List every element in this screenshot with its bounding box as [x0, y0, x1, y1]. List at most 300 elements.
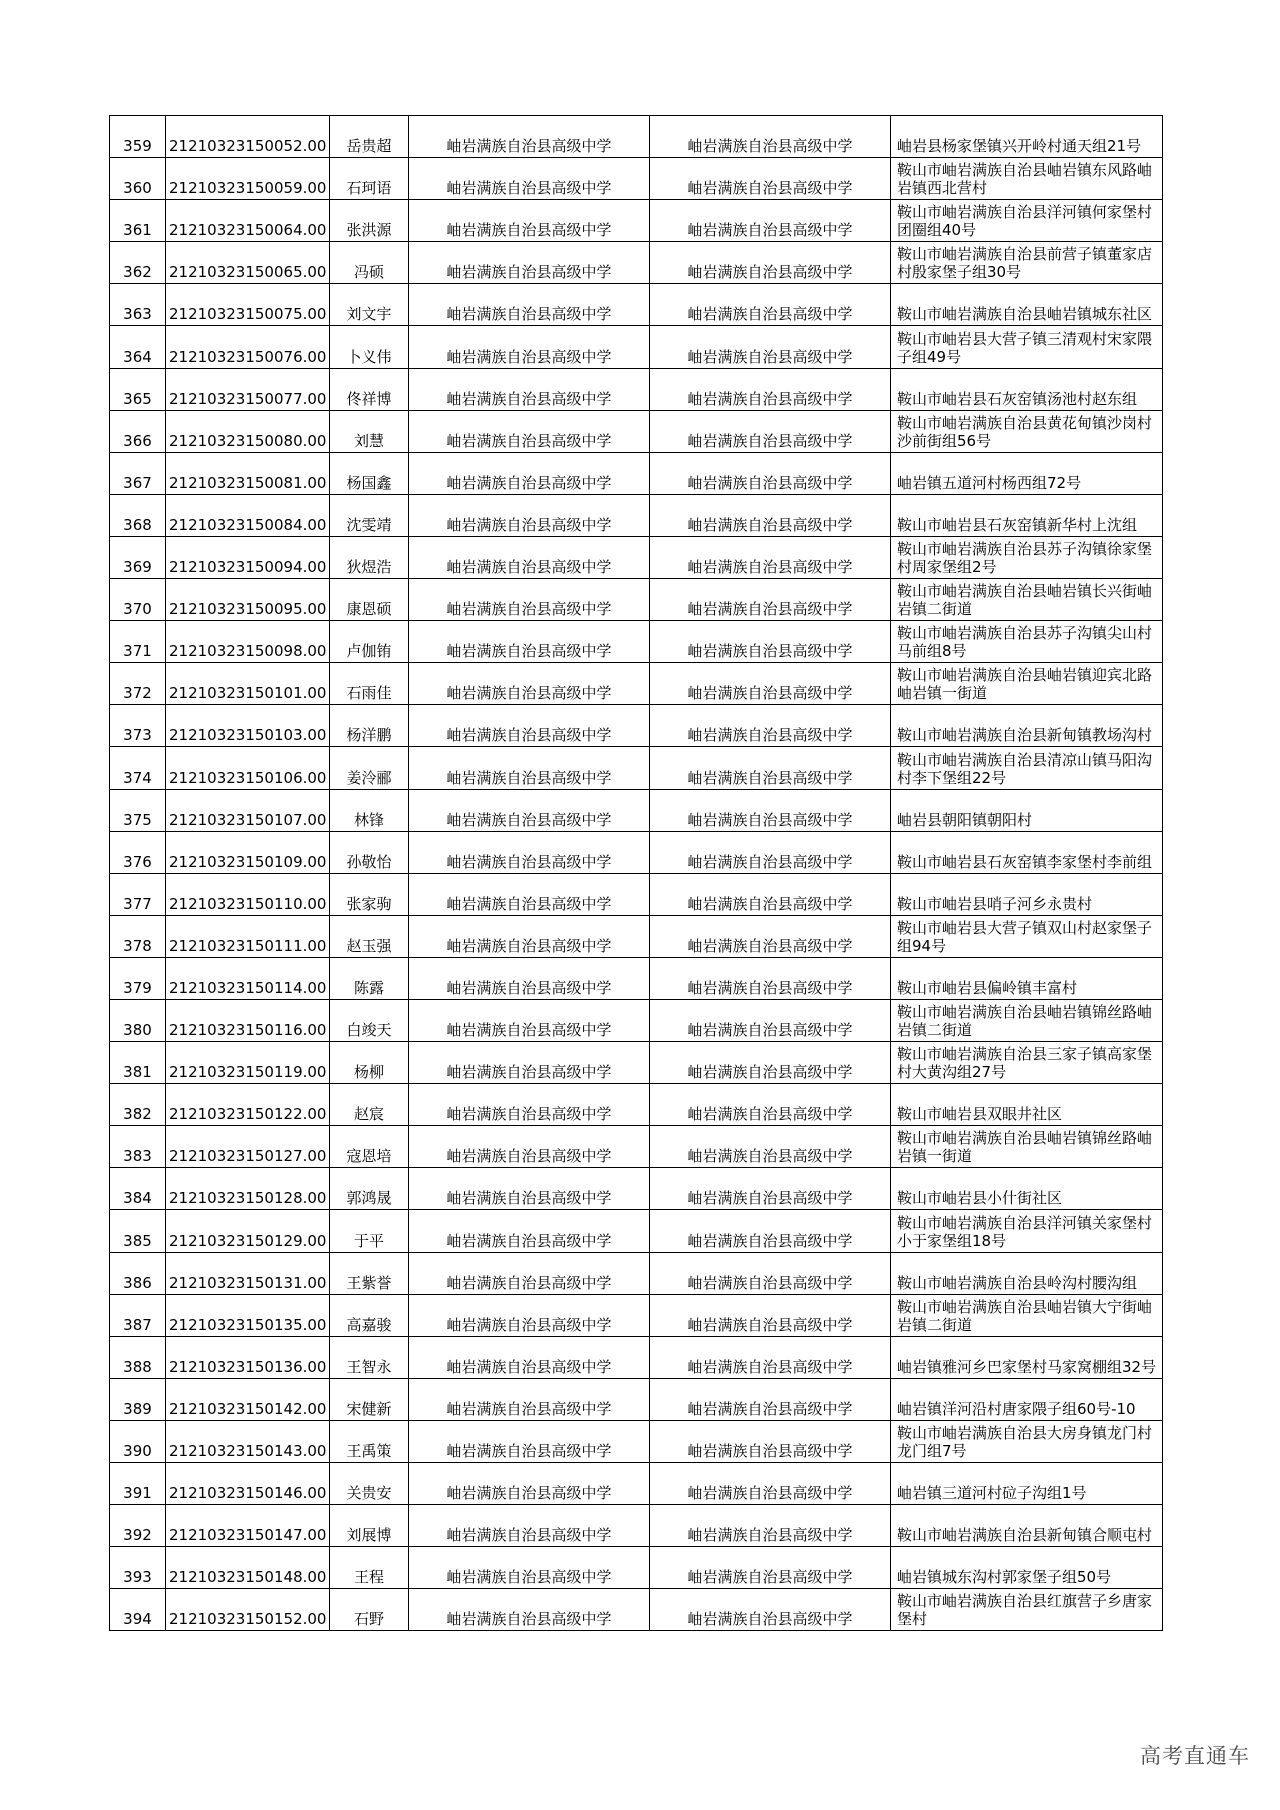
serial-number-cell — [110, 158, 166, 200]
graduating-school-cell — [650, 326, 891, 368]
student-name-cell-text: 王智永 — [346, 1357, 392, 1376]
exam-id-cell-text: 21210323150136.00 — [169, 1357, 327, 1376]
graduating-school-cell-text: 岫岩满族自治县高级中学 — [687, 894, 853, 913]
address-cell — [891, 158, 1163, 200]
exam-id-cell-text: 21210323150129.00 — [169, 1231, 327, 1250]
address-cell-text: 岫岩镇雅河乡巴家堡村马家窝棚组32号 — [897, 1357, 1157, 1376]
graduating-school-cell — [650, 242, 891, 284]
address-cell — [891, 621, 1163, 663]
graduating-school-cell — [650, 831, 891, 873]
exam-id-cell-text: 21210323150076.00 — [169, 347, 327, 366]
student-name-cell-text: 姜泠郦 — [346, 768, 392, 787]
student-name-cell-text: 康恩硕 — [346, 600, 392, 619]
address-cell-text: 岫岩镇城东沟村郭家堡子组50号 — [897, 1568, 1112, 1587]
student-name-cell — [330, 1505, 409, 1547]
graduating-school-cell — [650, 1589, 891, 1631]
exam-id-cell-text: 21210323150075.00 — [169, 305, 327, 324]
student-name-cell — [330, 1168, 409, 1210]
exam-id-cell-text: 21210323150128.00 — [169, 1189, 327, 1208]
exam-id-cell — [166, 410, 330, 452]
school-cell-text: 岫岩满族自治县高级中学 — [446, 1105, 612, 1124]
school-cell-text: 岫岩满族自治县高级中学 — [446, 558, 612, 577]
serial-number-cell — [110, 1378, 166, 1420]
exam-id-cell — [166, 1505, 330, 1547]
graduating-school-cell-text: 岫岩满族自治县高级中学 — [687, 1442, 853, 1460]
serial-number-cell — [110, 1168, 166, 1210]
address-cell-text: 鞍山市岫岩满族自治县洋河镇关家堡村小于家堡组18号 — [897, 1213, 1153, 1250]
school-cell-text: 岫岩满族自治县高级中学 — [446, 1231, 612, 1250]
serial-number-cell — [110, 1126, 166, 1168]
school-cell-text: 岫岩满族自治县高级中学 — [446, 1610, 612, 1629]
address-cell — [891, 536, 1163, 578]
address-cell — [891, 452, 1163, 494]
school-cell — [409, 1042, 650, 1084]
serial-number-cell — [110, 536, 166, 578]
student-name-cell-text: 王紫誉 — [346, 1273, 392, 1292]
graduating-school-cell-text: 岫岩满族自治县高级中学 — [687, 1399, 853, 1418]
address-cell-text: 鞍山市岫岩满族自治县岫岩镇长兴街岫岩镇二街道 — [897, 582, 1153, 619]
address-cell-text: 鞍山市岫岩县哨子河乡永贵村 — [897, 894, 1093, 913]
serial-number-cell-text: 360 — [123, 179, 152, 198]
graduating-school-cell-text: 岫岩满族自治县高级中学 — [687, 684, 853, 703]
serial-number-cell — [110, 1336, 166, 1378]
serial-number-cell — [110, 621, 166, 663]
school-cell-text: 岫岩满族自治县高级中学 — [446, 221, 612, 240]
serial-number-cell-text: 383 — [123, 1147, 152, 1166]
graduating-school-cell — [650, 1336, 891, 1378]
serial-number-cell — [110, 1252, 166, 1294]
exam-id-cell-text: 21210323150135.00 — [169, 1315, 327, 1334]
table-row — [110, 1336, 1163, 1378]
serial-number-cell — [110, 242, 166, 284]
student-name-cell-text: 杨国鑫 — [346, 473, 392, 492]
graduating-school-cell-text: 岫岩满族自治县高级中学 — [687, 1315, 853, 1334]
school-cell — [409, 1168, 650, 1210]
school-cell-text: 岫岩满族自治县高级中学 — [446, 515, 612, 534]
school-cell — [409, 1336, 650, 1378]
student-name-cell — [330, 663, 409, 705]
school-cell — [409, 116, 650, 158]
serial-number-cell-text: 379 — [123, 978, 152, 997]
table-row — [110, 1294, 1163, 1336]
student-name-cell — [330, 452, 409, 494]
address-cell — [891, 789, 1163, 831]
address-cell-text: 鞍山市岫岩满族自治县岫岩镇锦丝路岫岩镇二街道 — [897, 1003, 1153, 1040]
serial-number-cell — [110, 326, 166, 368]
serial-number-cell-text: 381 — [123, 1063, 152, 1082]
graduating-school-cell-text: 岫岩满族自治县高级中学 — [687, 515, 853, 534]
graduating-school-cell-text: 岫岩满族自治县高级中学 — [687, 473, 853, 492]
exam-id-cell — [166, 789, 330, 831]
school-cell — [409, 1294, 650, 1336]
student-name-cell-text: 岳贵超 — [346, 137, 392, 156]
table-row — [110, 915, 1163, 957]
serial-number-cell — [110, 1589, 166, 1631]
school-cell-text: 岫岩满族自治县高级中学 — [446, 1442, 612, 1460]
graduating-school-cell — [650, 158, 891, 200]
table-row — [110, 452, 1163, 494]
school-cell — [409, 1547, 650, 1589]
address-cell-text: 鞍山市岫岩县大营子镇三清观村宋家隈子组49号 — [897, 329, 1153, 366]
exam-id-cell — [166, 747, 330, 789]
student-name-cell — [330, 1294, 409, 1336]
address-cell — [891, 1252, 1163, 1294]
address-cell — [891, 326, 1163, 368]
student-name-cell — [330, 1126, 409, 1168]
school-cell-text: 岫岩满族自治县高级中学 — [446, 642, 612, 661]
student-name-cell — [330, 915, 409, 957]
student-name-cell-text: 赵宸 — [353, 1105, 384, 1124]
address-cell — [891, 1210, 1163, 1252]
student-name-cell-text: 王禹策 — [346, 1442, 392, 1460]
exam-id-cell — [166, 536, 330, 578]
school-cell-text: 岫岩满族自治县高级中学 — [446, 1147, 612, 1166]
serial-number-cell-text: 385 — [123, 1231, 152, 1250]
address-cell — [891, 1463, 1163, 1505]
serial-number-cell-text: 375 — [123, 810, 152, 829]
serial-number-cell-text: 362 — [123, 263, 152, 282]
table-row — [110, 1420, 1163, 1462]
serial-number-cell-text: 394 — [123, 1610, 152, 1629]
student-name-cell — [330, 789, 409, 831]
address-cell-text: 岫岩镇洋河沿村唐家隈子组60号-10 — [897, 1399, 1136, 1418]
exam-id-cell-text: 21210323150064.00 — [169, 221, 327, 240]
serial-number-cell — [110, 1547, 166, 1589]
student-name-cell — [330, 1378, 409, 1420]
school-cell — [409, 242, 650, 284]
serial-number-cell — [110, 368, 166, 410]
address-cell — [891, 873, 1163, 915]
address-cell — [891, 831, 1163, 873]
table-row — [110, 410, 1163, 452]
school-cell — [409, 1210, 650, 1252]
serial-number-cell-text: 361 — [123, 221, 152, 240]
address-cell-text: 鞍山市岫岩满族自治县岭沟村腰沟组 — [897, 1273, 1138, 1292]
student-name-cell — [330, 242, 409, 284]
graduating-school-cell-text: 岫岩满族自治县高级中学 — [687, 558, 853, 577]
school-cell — [409, 663, 650, 705]
table-row — [110, 621, 1163, 663]
exam-id-cell-text: 21210323150095.00 — [169, 600, 327, 619]
exam-id-cell — [166, 1252, 330, 1294]
student-name-cell — [330, 957, 409, 999]
table-row — [110, 999, 1163, 1041]
serial-number-cell-text: 368 — [123, 515, 152, 534]
address-cell-text: 鞍山市岫岩满族自治县三家子镇高家堡村大黄沟组27号 — [897, 1045, 1153, 1082]
address-cell — [891, 1042, 1163, 1084]
address-cell — [891, 200, 1163, 242]
serial-number-cell-text: 372 — [123, 684, 152, 703]
address-cell-text: 鞍山市岫岩县石灰窑镇李家堡村李前组 — [897, 852, 1153, 871]
serial-number-cell-text: 370 — [123, 600, 152, 619]
exam-id-cell-text: 21210323150080.00 — [169, 431, 327, 450]
serial-number-cell — [110, 789, 166, 831]
student-name-cell-text: 寇恩培 — [346, 1147, 392, 1166]
graduating-school-cell-text: 岫岩满族自治县高级中学 — [687, 1484, 853, 1503]
serial-number-cell-text: 389 — [123, 1399, 152, 1418]
serial-number-cell — [110, 663, 166, 705]
student-name-cell-text: 冯硕 — [353, 263, 384, 282]
serial-number-cell — [110, 494, 166, 536]
exam-id-cell — [166, 1463, 330, 1505]
serial-number-cell-text: 371 — [123, 642, 152, 661]
address-cell — [891, 1378, 1163, 1420]
exam-id-cell — [166, 494, 330, 536]
student-name-cell-text: 于平 — [353, 1231, 384, 1250]
student-name-cell — [330, 1589, 409, 1631]
address-cell — [891, 284, 1163, 326]
school-cell — [409, 831, 650, 873]
address-cell — [891, 1336, 1163, 1378]
exam-id-cell-text: 21210323150111.00 — [169, 936, 327, 955]
student-name-cell — [330, 494, 409, 536]
student-name-cell-text: 杨柳 — [353, 1063, 384, 1082]
student-name-cell-text: 赵玉强 — [346, 936, 392, 955]
school-cell-text: 岫岩满族自治县高级中学 — [446, 1021, 612, 1040]
exam-id-cell — [166, 284, 330, 326]
address-cell-text: 岫岩县杨家堡镇兴开岭村通天组21号 — [897, 137, 1142, 156]
serial-number-cell-text: 378 — [123, 936, 152, 955]
address-cell-text: 鞍山市岫岩满族自治县岫岩镇东风路岫岩镇西北营村 — [897, 161, 1153, 198]
address-cell — [891, 1505, 1163, 1547]
exam-id-cell-text: 21210323150059.00 — [169, 179, 327, 198]
table-row — [110, 368, 1163, 410]
school-cell — [409, 368, 650, 410]
address-cell-text: 鞍山市岫岩县偏岭镇丰富村 — [897, 978, 1078, 997]
exam-id-cell — [166, 1420, 330, 1462]
graduating-school-cell — [650, 494, 891, 536]
graduating-school-cell — [650, 663, 891, 705]
graduating-school-cell-text: 岫岩满族自治县高级中学 — [687, 137, 853, 156]
graduating-school-cell — [650, 284, 891, 326]
table-row — [110, 1505, 1163, 1547]
address-cell-text: 鞍山市岫岩满族自治县苏子沟镇尖山村马前组8号 — [897, 624, 1153, 661]
table-row — [110, 579, 1163, 621]
exam-id-cell — [166, 1589, 330, 1631]
table-row — [110, 831, 1163, 873]
student-name-cell-text: 林锋 — [353, 810, 384, 829]
table-row — [110, 494, 1163, 536]
address-cell — [891, 242, 1163, 284]
serial-number-cell-text: 392 — [123, 1526, 152, 1545]
table-row — [110, 536, 1163, 578]
serial-number-cell-text: 374 — [123, 768, 152, 787]
serial-number-cell-text: 373 — [123, 726, 152, 745]
exam-id-cell — [166, 1294, 330, 1336]
address-cell-text: 鞍山市岫岩县大营子镇双山村赵家堡子组94号 — [897, 918, 1153, 955]
exam-id-cell — [166, 1378, 330, 1420]
exam-id-cell-text: 21210323150101.00 — [169, 684, 327, 703]
graduating-school-cell-text: 岫岩满族自治县高级中学 — [687, 810, 853, 829]
serial-number-cell-text: 367 — [123, 473, 152, 492]
school-cell-text: 岫岩满族自治县高级中学 — [446, 1399, 612, 1418]
student-name-cell — [330, 1420, 409, 1462]
table-row — [110, 284, 1163, 326]
serial-number-cell-text: 384 — [123, 1189, 152, 1208]
school-cell-text: 岫岩满族自治县高级中学 — [446, 894, 612, 913]
table-row — [110, 326, 1163, 368]
serial-number-cell — [110, 284, 166, 326]
student-name-cell — [330, 1336, 409, 1378]
graduating-school-cell — [650, 1294, 891, 1336]
graduating-school-cell — [650, 368, 891, 410]
school-cell — [409, 1463, 650, 1505]
graduating-school-cell-text: 岫岩满族自治县高级中学 — [687, 179, 853, 198]
table-row — [110, 747, 1163, 789]
school-cell-text: 岫岩满族自治县高级中学 — [446, 137, 612, 156]
address-cell-text: 鞍山市岫岩满族自治县前营子镇董家店村殷家堡子组30号 — [897, 245, 1153, 282]
serial-number-cell-text: 387 — [123, 1315, 152, 1334]
graduating-school-cell — [650, 1252, 891, 1294]
school-cell — [409, 705, 650, 747]
serial-number-cell — [110, 116, 166, 158]
student-name-cell — [330, 1210, 409, 1252]
student-name-cell — [330, 284, 409, 326]
student-name-cell — [330, 1252, 409, 1294]
student-name-cell-text: 刘展博 — [346, 1526, 392, 1545]
address-cell — [891, 410, 1163, 452]
address-cell — [891, 1126, 1163, 1168]
exam-id-cell — [166, 873, 330, 915]
exam-id-cell-text: 21210323150131.00 — [169, 1273, 327, 1292]
student-name-cell — [330, 1547, 409, 1589]
serial-number-cell — [110, 452, 166, 494]
student-name-cell — [330, 536, 409, 578]
exam-id-cell-text: 21210323150116.00 — [169, 1021, 327, 1040]
school-cell-text: 岫岩满族自治县高级中学 — [446, 852, 612, 871]
exam-id-cell-text: 21210323150109.00 — [169, 852, 327, 871]
student-name-cell-text: 卢伽铕 — [346, 642, 392, 661]
table-row — [110, 200, 1163, 242]
exam-id-cell — [166, 957, 330, 999]
student-name-cell — [330, 200, 409, 242]
school-cell — [409, 1084, 650, 1126]
graduating-school-cell-text: 岫岩满族自治县高级中学 — [687, 1273, 853, 1292]
graduating-school-cell-text: 岫岩满族自治县高级中学 — [687, 1357, 853, 1376]
school-cell — [409, 452, 650, 494]
student-name-cell-text: 张洪源 — [346, 221, 392, 240]
serial-number-cell — [110, 705, 166, 747]
exam-id-cell — [166, 116, 330, 158]
graduating-school-cell-text: 岫岩满族自治县高级中学 — [687, 936, 853, 955]
exam-id-cell — [166, 452, 330, 494]
table-row — [110, 158, 1163, 200]
graduating-school-cell-text: 岫岩满族自治县高级中学 — [687, 726, 853, 745]
exam-id-cell-text: 21210323150098.00 — [169, 642, 327, 661]
table-row — [110, 873, 1163, 915]
serial-number-cell-text: 380 — [123, 1021, 152, 1040]
address-cell-text: 鞍山市岫岩满族自治县岫岩镇城东社区 — [897, 305, 1153, 324]
address-cell-text: 鞍山市岫岩县石灰窑镇汤池村赵东组 — [897, 389, 1138, 408]
school-cell-text: 岫岩满族自治县高级中学 — [446, 600, 612, 619]
school-cell — [409, 1505, 650, 1547]
address-cell-text: 鞍山市岫岩满族自治县苏子沟镇徐家堡村周家堡组2号 — [897, 540, 1153, 577]
exam-id-cell — [166, 705, 330, 747]
serial-number-cell-text: 359 — [123, 137, 152, 156]
graduating-school-cell — [650, 410, 891, 452]
student-name-cell — [330, 621, 409, 663]
exam-id-cell — [166, 663, 330, 705]
exam-id-cell — [166, 242, 330, 284]
address-cell-text: 鞍山市岫岩满族自治县新甸镇合顺屯村 — [897, 1526, 1153, 1545]
student-name-cell — [330, 873, 409, 915]
graduating-school-cell — [650, 1126, 891, 1168]
serial-number-cell — [110, 873, 166, 915]
serial-number-cell-text: 388 — [123, 1357, 152, 1376]
serial-number-cell-text: 365 — [123, 389, 152, 408]
graduating-school-cell-text: 岫岩满族自治县高级中学 — [687, 1231, 853, 1250]
graduating-school-cell-text: 岫岩满族自治县高级中学 — [687, 1526, 853, 1545]
school-cell-text: 岫岩满族自治县高级中学 — [446, 347, 612, 366]
graduating-school-cell-text: 岫岩满族自治县高级中学 — [687, 263, 853, 282]
exam-id-cell — [166, 1126, 330, 1168]
serial-number-cell-text: 390 — [123, 1442, 152, 1460]
serial-number-cell — [110, 1420, 166, 1462]
school-cell — [409, 1378, 650, 1420]
school-cell — [409, 326, 650, 368]
serial-number-cell — [110, 1463, 166, 1505]
student-name-cell — [330, 747, 409, 789]
exam-id-cell — [166, 1084, 330, 1126]
graduating-school-cell — [650, 1547, 891, 1589]
graduating-school-cell — [650, 1463, 891, 1505]
exam-id-cell-text: 21210323150103.00 — [169, 726, 327, 745]
graduating-school-cell — [650, 873, 891, 915]
serial-number-cell-text: 376 — [123, 852, 152, 871]
student-name-cell-text: 刘文宇 — [346, 305, 392, 324]
student-name-cell-text: 沈雯靖 — [346, 515, 392, 534]
serial-number-cell — [110, 831, 166, 873]
graduating-school-cell — [650, 1378, 891, 1420]
table-row — [110, 1084, 1163, 1126]
school-cell-text: 岫岩满族自治县高级中学 — [446, 810, 612, 829]
serial-number-cell — [110, 410, 166, 452]
school-cell-text: 岫岩满族自治县高级中学 — [446, 684, 612, 703]
address-cell-text: 鞍山市岫岩满族自治县洋河镇何家堡村团圈组40号 — [897, 203, 1153, 240]
address-cell-text: 鞍山市岫岩县石灰窑镇新华村上沈组 — [897, 515, 1138, 534]
graduating-school-cell — [650, 579, 891, 621]
student-name-cell — [330, 116, 409, 158]
exam-id-cell-text: 21210323150107.00 — [169, 810, 327, 829]
graduating-school-cell-text: 岫岩满族自治县高级中学 — [687, 852, 853, 871]
student-name-cell-text: 陈露 — [353, 978, 384, 997]
address-cell — [891, 494, 1163, 536]
serial-number-cell-text: 366 — [123, 431, 152, 450]
address-cell — [891, 705, 1163, 747]
school-cell — [409, 873, 650, 915]
school-cell-text: 岫岩满族自治县高级中学 — [446, 726, 612, 745]
student-name-cell-text: 石珂语 — [346, 179, 392, 198]
address-cell — [891, 1294, 1163, 1336]
exam-id-cell-text: 21210323150081.00 — [169, 473, 327, 492]
graduating-school-cell — [650, 1084, 891, 1126]
watermark-text: 高考直通车 — [1140, 1744, 1250, 1768]
address-cell — [891, 999, 1163, 1041]
exam-id-cell — [166, 326, 330, 368]
exam-id-cell — [166, 158, 330, 200]
graduating-school-cell-text: 岫岩满族自治县高级中学 — [687, 642, 853, 661]
exam-id-cell-text: 21210323150143.00 — [169, 1442, 327, 1460]
address-cell — [891, 368, 1163, 410]
graduating-school-cell-text: 岫岩满族自治县高级中学 — [687, 1147, 853, 1166]
exam-id-cell — [166, 1168, 330, 1210]
exam-id-cell-text: 21210323150065.00 — [169, 263, 327, 282]
table-row — [110, 242, 1163, 284]
student-name-cell — [330, 410, 409, 452]
serial-number-cell — [110, 1042, 166, 1084]
student-name-cell-text: 石野 — [353, 1610, 384, 1629]
student-name-cell-text: 杨洋鹏 — [346, 726, 392, 745]
